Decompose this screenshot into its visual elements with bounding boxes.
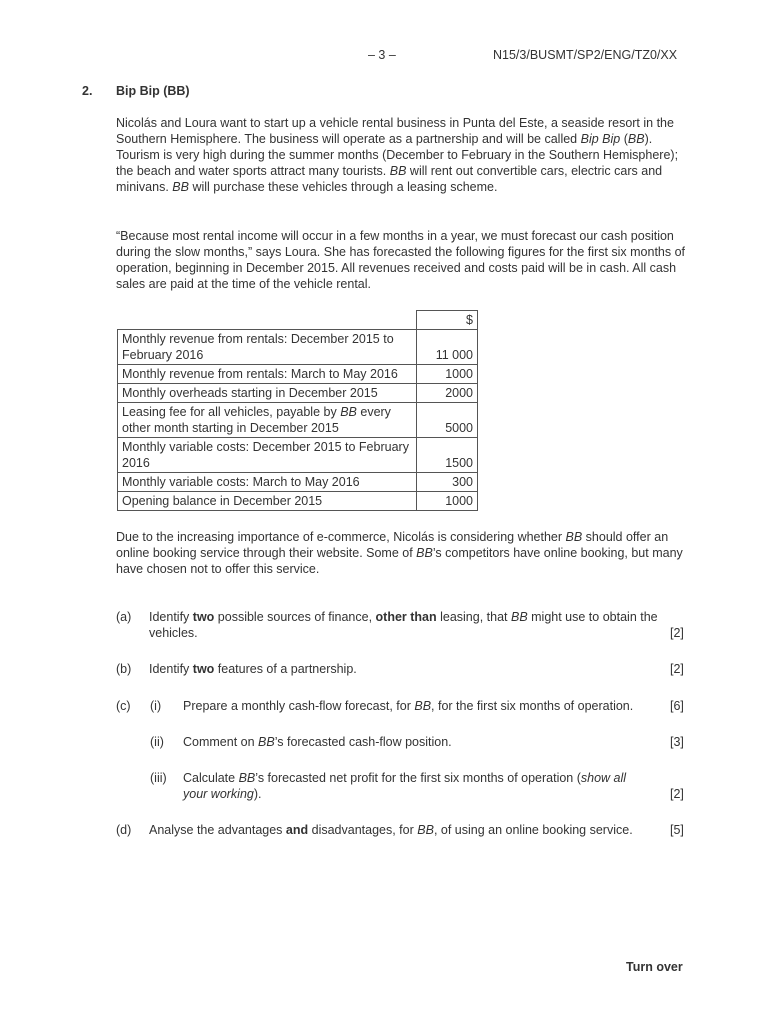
table-cell-value: 11 000 xyxy=(417,330,478,365)
table-cell-value: 1500 xyxy=(417,438,478,473)
turn-over-label: Turn over xyxy=(626,960,683,974)
question-c-i-text: Prepare a monthly cash-flow forecast, for BB, for the first six months of operation. xyxy=(183,699,634,713)
question-d-text: Analyse the advantages and disadvantages, for BB, of using an online booking service. xyxy=(149,823,633,837)
question-d-marks: [5] xyxy=(670,823,684,837)
table-row xyxy=(118,384,478,403)
question-c-ii-marks: [3] xyxy=(670,735,684,749)
question-a-marks: [2] xyxy=(670,626,684,640)
table-cell-value: 1000 xyxy=(417,492,478,511)
page-number: – 3 – xyxy=(368,48,396,62)
paper-code: N15/3/BUSMT/SP2/ENG/TZ0/XX xyxy=(493,48,678,62)
table-cell-label: Opening balance in December 2015 xyxy=(118,492,417,511)
table-header-blank xyxy=(118,311,417,330)
table-cell-label: Monthly variable costs: December 2015 to February 2016 xyxy=(118,438,417,473)
question-c-ii-label: (ii) xyxy=(150,735,164,749)
table-cell-value: 300 xyxy=(417,473,478,492)
question-c-label: (c) xyxy=(116,699,131,713)
question-c-ii-text: Comment on BB’s forecasted cash-flow position. xyxy=(183,735,452,749)
table-row xyxy=(118,473,478,492)
question-number: 2. xyxy=(82,84,93,98)
table-row xyxy=(118,492,478,511)
question-b-marks: [2] xyxy=(670,662,684,676)
table-row xyxy=(118,330,478,365)
table-cell-value: 5000 xyxy=(417,403,478,438)
question-a-text: Identify two possible sources of finance, other than leasing, that BB might use to obtain the vehicles. xyxy=(149,610,658,640)
question-c-iii-text: Calculate BB’s forecasted net profit for the first six months of operation (show all your working). xyxy=(183,771,627,801)
question-c-iii-marks: [2] xyxy=(670,787,684,801)
forecast-figures-table xyxy=(117,310,478,511)
table-cell-label: Monthly revenue from rentals: December 2015 to February 2016 xyxy=(118,330,417,365)
table-cell-value: 2000 xyxy=(417,384,478,403)
table-row xyxy=(118,403,478,438)
question-c-iii-label: (iii) xyxy=(150,771,167,785)
table-header-row xyxy=(118,311,478,330)
table-currency-header: $ xyxy=(417,311,478,330)
intro-paragraph-1: Nicolás and Loura want to start up a vehicle rental business in Punta del Este, a seaside resort in the Southern Hemisphere. The business will operate as a partnership and will be called Bip Bip (BB). Tourism is very high during the summer months (December to February in the Southern Hemisphere); the beach and water sports attract many tourists. BB will rent out convertible cars, electric cars and minivans. BB will purchase these vehicles through a leasing scheme. xyxy=(116,116,679,194)
question-c-i-label: (i) xyxy=(150,699,162,713)
table-cell-label: Leasing fee for all vehicles, payable by BB every other month starting in December 2015 xyxy=(118,403,417,438)
table-row xyxy=(118,365,478,384)
table-cell-value: 1000 xyxy=(417,365,478,384)
table-cell-label: Monthly variable costs: March to May 2016 xyxy=(118,473,417,492)
table-cell-label: Monthly revenue from rentals: March to May 2016 xyxy=(118,365,417,384)
question-b-text: Identify two features of a partnership. xyxy=(149,662,357,676)
question-a-label: (a) xyxy=(116,610,132,624)
table-row xyxy=(118,438,478,473)
question-b-label: (b) xyxy=(116,662,132,676)
table-cell-label: Monthly overheads starting in December 2015 xyxy=(118,384,417,403)
intro-paragraph-2: “Because most rental income will occur in a few months in a year, we must forecast our cash position during the slow months,” says Loura. She has forecasted the following figures for the first six months of operation, beginning in December 2015. All revenues received and costs paid will be in cash. All cash sales are paid at the time of the vehicle rental. xyxy=(116,229,686,291)
question-title: Bip Bip (BB) xyxy=(116,84,190,98)
question-c-i-marks: [6] xyxy=(670,699,684,713)
question-d-label: (d) xyxy=(116,823,132,837)
intro-paragraph-3: Due to the increasing importance of e-commerce, Nicolás is considering whether BB should offer an online booking service through their website. Some of BB’s competitors have online booking, but many have chosen not to offer this service. xyxy=(116,530,683,576)
